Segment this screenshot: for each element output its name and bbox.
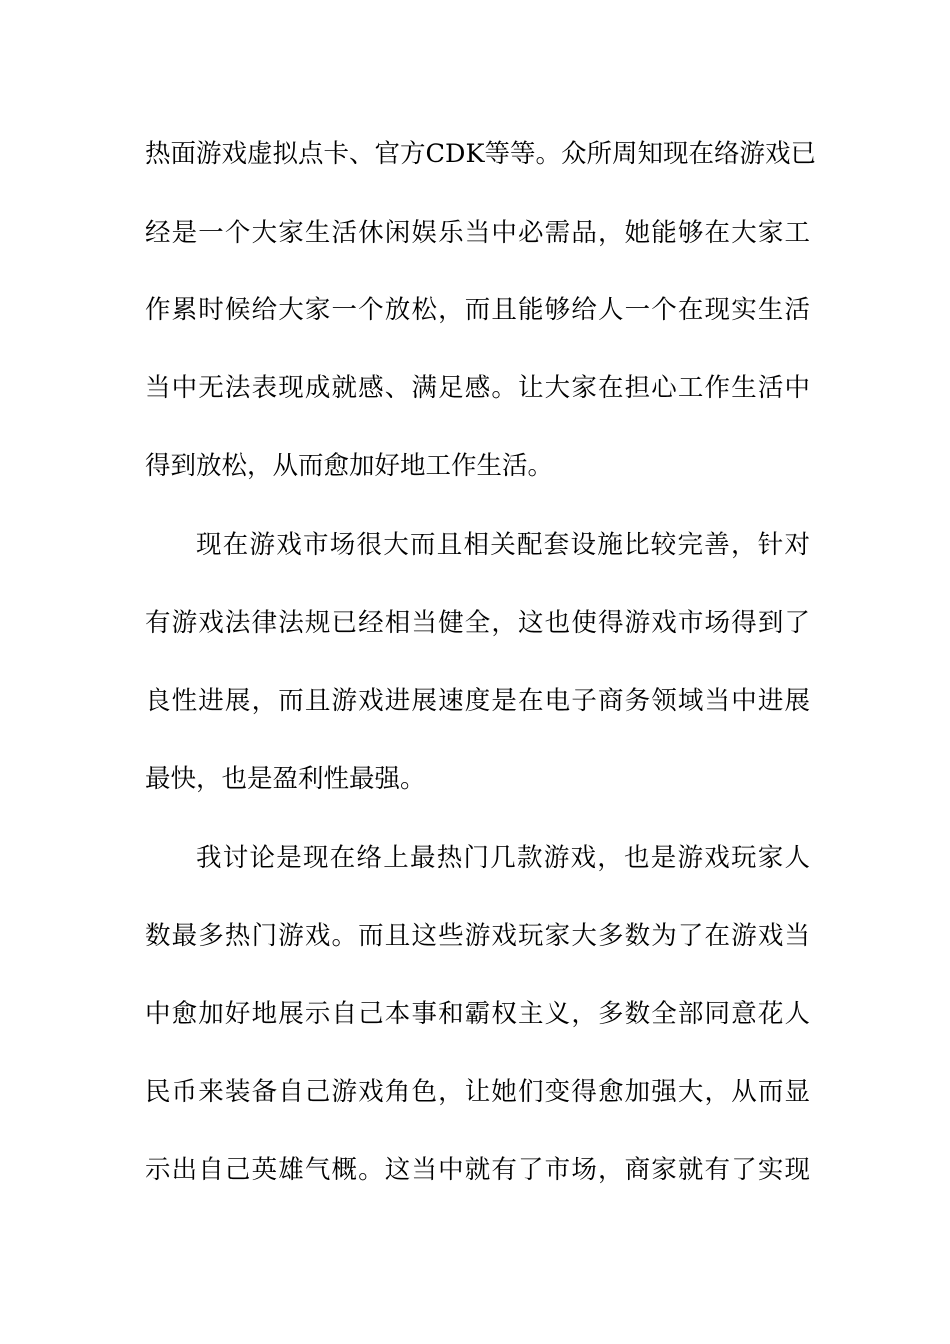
text-line: 良性进展，而且游戏进展速度是在电子商务领域当中进展 <box>145 686 810 716</box>
text-line: 我讨论是现在络上最热门几款游戏，也是游戏玩家人 <box>196 843 810 873</box>
text-line: 最快，也是盈利性最强。 <box>145 764 426 794</box>
text-line: 中愈加好地展示自己本事和霸权主义，多数全部同意花人 <box>145 999 810 1029</box>
text-line: 经是一个大家生活休闲娱乐当中必需品，她能够在大家工 <box>145 218 810 248</box>
text-line: 热面游戏虚拟点卡、官方CDK等等。众所周知现在络游戏已 <box>145 139 817 169</box>
text-line: 作累时候给大家一个放松，而且能够给人一个在现实生活 <box>145 295 810 325</box>
text-line: 数最多热门游戏。而且这些游戏玩家大多数为了在游戏当 <box>145 921 810 951</box>
text-line: 示出自己英雄气概。这当中就有了市场，商家就有了实现 <box>145 1155 810 1185</box>
text-line: 民币来装备自己游戏角色，让她们变得愈加强大，从而显 <box>145 1077 810 1107</box>
text-line: 现在游戏市场很大而且相关配套设施比较完善，针对 <box>196 530 810 560</box>
text-line: 得到放松，从而愈加好地工作生活。 <box>145 451 554 481</box>
text-line: 有游戏法律法规已经相当健全，这也使得游戏市场得到了 <box>145 608 810 638</box>
text-line: 当中无法表现成就感、满足感。让大家在担心工作生活中 <box>145 373 810 403</box>
